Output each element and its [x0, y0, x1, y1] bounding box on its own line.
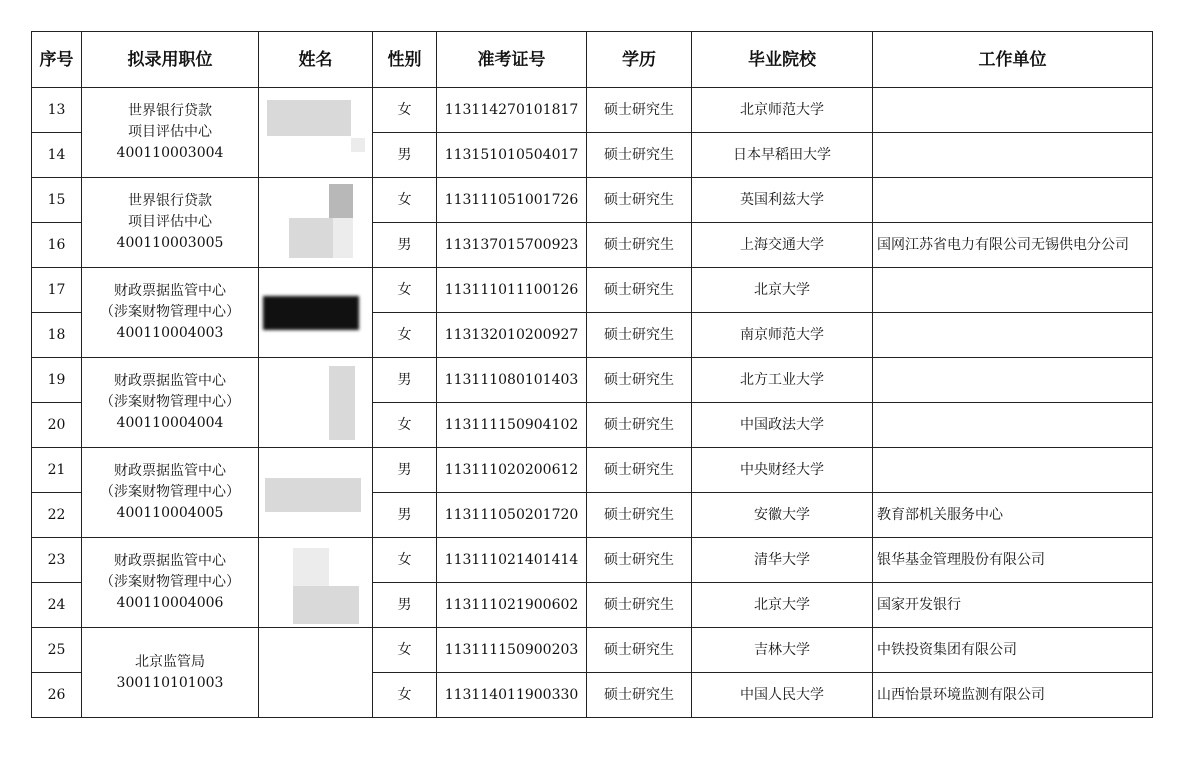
position-line: 财政票据监管中心 [114, 373, 226, 389]
position-cell [82, 88, 259, 178]
row-no: 24 [32, 583, 82, 628]
header-degree: 学历 [587, 32, 692, 88]
row-no: 20 [32, 403, 82, 448]
row-exam-id: 113111080101403 [437, 358, 587, 403]
row-gender: 女 [373, 628, 437, 673]
roster-sheet [31, 31, 1153, 718]
row-gender: 女 [373, 268, 437, 313]
row-no: 23 [32, 538, 82, 583]
position-line: 财政票据监管中心 [114, 553, 226, 569]
position-cell [82, 268, 259, 358]
position-code: 400110003005 [116, 235, 224, 251]
position-code: 400110003004 [116, 145, 224, 161]
row-work [873, 268, 1153, 313]
name-redacted [259, 268, 373, 358]
row-school: 北京大学 [692, 583, 873, 628]
header-name: 姓名 [259, 32, 373, 88]
redaction-blur [329, 184, 353, 218]
row-gender: 女 [373, 673, 437, 718]
row-school: 中央财经大学 [692, 448, 873, 493]
position-line: （涉案财物管理中心） [100, 484, 240, 500]
table-row [32, 268, 1153, 313]
row-degree: 硕士研究生 [587, 133, 692, 178]
row-no: 16 [32, 223, 82, 268]
row-school: 北京师范大学 [692, 88, 873, 133]
redaction-blur [289, 218, 333, 258]
row-school: 安徽大学 [692, 493, 873, 538]
row-gender: 女 [373, 313, 437, 358]
header-school: 毕业院校 [692, 32, 873, 88]
row-work [873, 88, 1153, 133]
row-no: 25 [32, 628, 82, 673]
row-school: 清华大学 [692, 538, 873, 583]
position-code: 400110004004 [116, 415, 224, 431]
redaction-blur [293, 548, 329, 586]
position-line: 世界银行贷款 [128, 193, 212, 209]
row-work [873, 403, 1153, 448]
redaction-blur [351, 138, 365, 152]
row-no: 26 [32, 673, 82, 718]
table-row [32, 628, 1153, 673]
redaction-blur [333, 218, 353, 258]
position-code: 300110101003 [116, 674, 224, 691]
name-redacted [259, 358, 373, 448]
row-school: 中国政法大学 [692, 403, 873, 448]
row-school: 上海交通大学 [692, 223, 873, 268]
redaction-blur [263, 296, 359, 330]
row-degree: 硕士研究生 [587, 538, 692, 583]
position-cell [82, 538, 259, 628]
row-degree: 硕士研究生 [587, 268, 692, 313]
row-work [873, 448, 1153, 493]
table-row [32, 358, 1153, 403]
row-no: 15 [32, 178, 82, 223]
row-work: 教育部机关服务中心 [873, 493, 1153, 538]
name-redacted [259, 628, 373, 718]
position-line: 财政票据监管中心 [114, 463, 226, 479]
row-no: 19 [32, 358, 82, 403]
table-row [32, 88, 1153, 133]
position-cell [82, 358, 259, 448]
row-degree: 硕士研究生 [587, 628, 692, 673]
row-gender: 男 [373, 448, 437, 493]
row-school: 英国利兹大学 [692, 178, 873, 223]
row-degree: 硕士研究生 [587, 313, 692, 358]
row-degree: 硕士研究生 [587, 583, 692, 628]
row-no: 18 [32, 313, 82, 358]
redaction-blur [293, 586, 329, 624]
name-redacted [259, 178, 373, 268]
row-degree: 硕士研究生 [587, 358, 692, 403]
row-degree: 硕士研究生 [587, 493, 692, 538]
row-work: 山西怡景环境监测有限公司 [873, 673, 1153, 718]
row-school: 南京师范大学 [692, 313, 873, 358]
row-exam-id: 113114270101817 [437, 88, 587, 133]
redaction-blur [265, 478, 361, 512]
row-work: 中铁投资集团有限公司 [873, 628, 1153, 673]
row-school: 日本早稻田大学 [692, 133, 873, 178]
row-degree: 硕士研究生 [587, 448, 692, 493]
row-gender: 男 [373, 583, 437, 628]
position-code: 400110004006 [116, 595, 224, 611]
row-gender: 男 [373, 358, 437, 403]
row-exam-id: 113111051001726 [437, 178, 587, 223]
row-gender: 男 [373, 133, 437, 178]
table-row [32, 538, 1153, 583]
row-exam-id: 113111150904102 [437, 403, 587, 448]
row-work [873, 178, 1153, 223]
row-school: 中国人民大学 [692, 673, 873, 718]
header-exam-id: 准考证号 [437, 32, 587, 88]
row-gender: 女 [373, 88, 437, 133]
row-exam-id: 113111050201720 [437, 493, 587, 538]
row-exam-id: 113137015700923 [437, 223, 587, 268]
row-work: 国家开发银行 [873, 583, 1153, 628]
row-gender: 男 [373, 223, 437, 268]
position-line: 项目评估中心 [128, 124, 212, 140]
header-work: 工作单位 [873, 32, 1153, 88]
row-gender: 女 [373, 178, 437, 223]
position-cell [82, 178, 259, 268]
row-exam-id: 113111011100126 [437, 268, 587, 313]
row-no: 13 [32, 88, 82, 133]
row-degree: 硕士研究生 [587, 223, 692, 268]
row-work [873, 358, 1153, 403]
row-work: 国网江苏省电力有限公司无锡供电分公司 [873, 223, 1153, 268]
row-degree: 硕士研究生 [587, 178, 692, 223]
header-no: 序号 [32, 32, 82, 88]
name-redacted [259, 448, 373, 538]
row-no: 14 [32, 133, 82, 178]
row-work: 银华基金管理股份有限公司 [873, 538, 1153, 583]
position-line: 北京监管局 [135, 653, 205, 670]
name-redacted [259, 538, 373, 628]
row-work [873, 133, 1153, 178]
header-position: 拟录用职位 [82, 32, 259, 88]
position-code: 400110004003 [116, 325, 224, 341]
table-row [32, 448, 1153, 493]
row-exam-id: 113114011900330 [437, 673, 587, 718]
position-line: 财政票据监管中心 [114, 283, 226, 299]
row-exam-id: 113111021900602 [437, 583, 587, 628]
row-school: 吉林大学 [692, 628, 873, 673]
row-gender: 女 [373, 403, 437, 448]
row-school: 北方工业大学 [692, 358, 873, 403]
hiring-table [31, 31, 1153, 718]
row-degree: 硕士研究生 [587, 673, 692, 718]
row-no: 21 [32, 448, 82, 493]
position-line: 项目评估中心 [128, 214, 212, 230]
position-line: （涉案财物管理中心） [100, 574, 240, 590]
position-cell [82, 448, 259, 538]
row-school: 北京大学 [692, 268, 873, 313]
row-exam-id: 113111021401414 [437, 538, 587, 583]
row-exam-id: 113111150900203 [437, 628, 587, 673]
row-gender: 男 [373, 493, 437, 538]
header-row [32, 32, 1153, 88]
redaction-blur [267, 100, 351, 136]
position-line: （涉案财物管理中心） [100, 304, 240, 320]
row-exam-id: 113151010504017 [437, 133, 587, 178]
position-cell [82, 628, 259, 718]
position-line: （涉案财物管理中心） [100, 394, 240, 410]
row-no: 22 [32, 493, 82, 538]
row-degree: 硕士研究生 [587, 403, 692, 448]
redaction-blur [329, 586, 359, 624]
row-no: 17 [32, 268, 82, 313]
row-work [873, 313, 1153, 358]
redaction-blur [329, 366, 355, 440]
row-gender: 女 [373, 538, 437, 583]
table-row [32, 178, 1153, 223]
name-redacted [259, 88, 373, 178]
row-degree: 硕士研究生 [587, 88, 692, 133]
row-exam-id: 113111020200612 [437, 448, 587, 493]
row-exam-id: 113132010200927 [437, 313, 587, 358]
header-gender: 性别 [373, 32, 437, 88]
position-line: 世界银行贷款 [128, 103, 212, 119]
position-code: 400110004005 [116, 505, 224, 521]
